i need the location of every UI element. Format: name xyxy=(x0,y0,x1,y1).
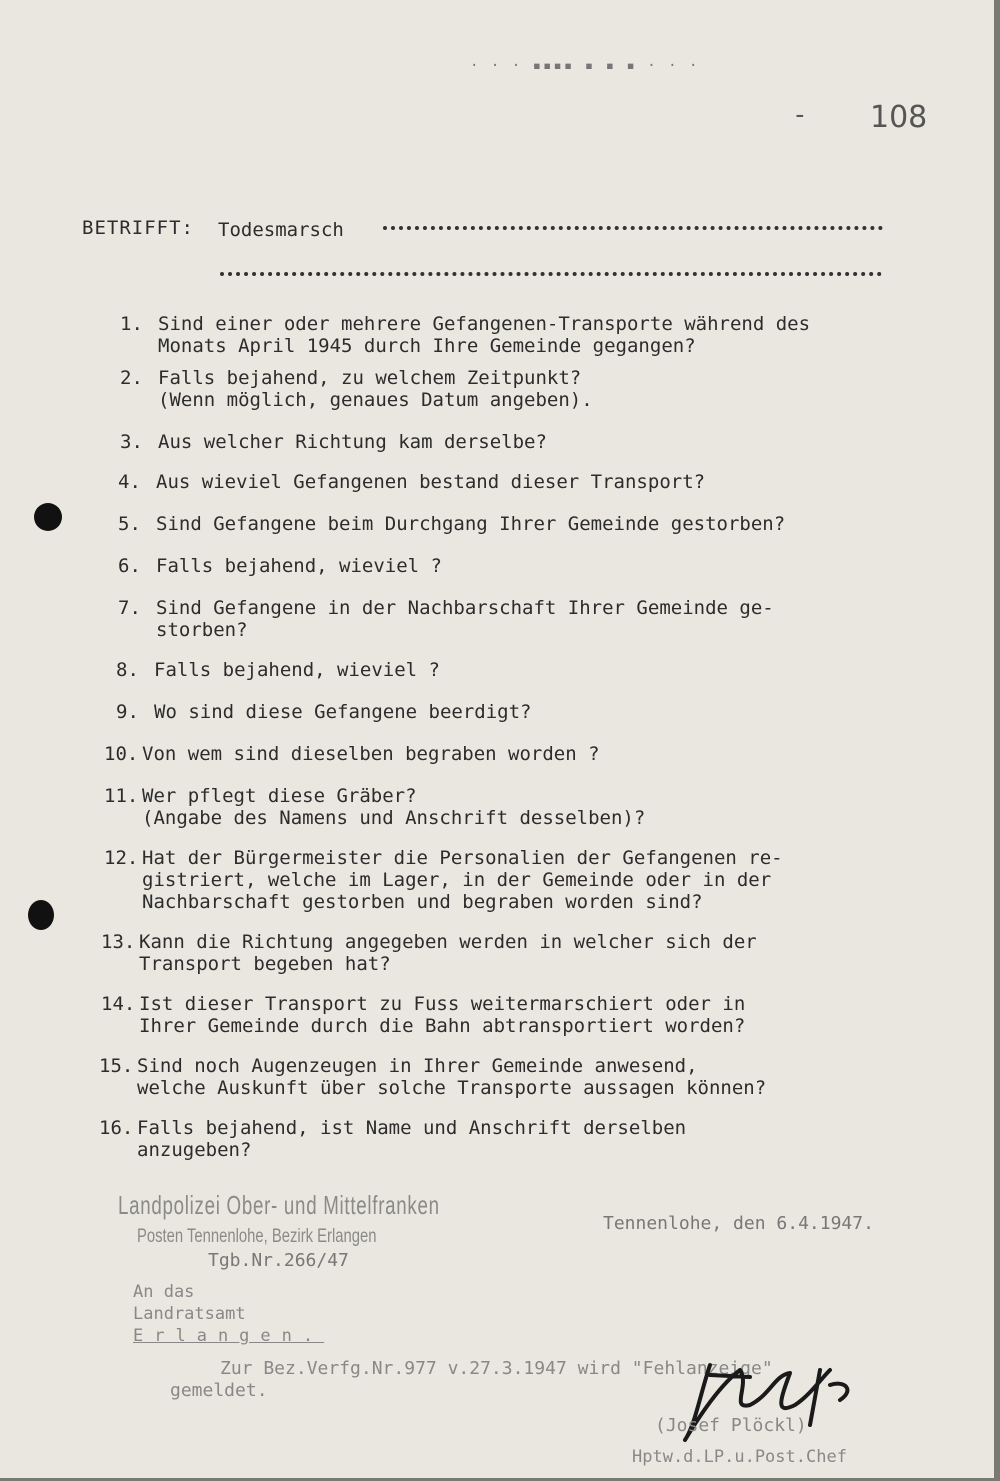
question-line: Hat der Bürgermeister die Personalien der Gefangenen re- xyxy=(142,847,783,869)
question-number: 4. xyxy=(118,471,141,493)
subject-label: BETRIFFT: xyxy=(82,217,194,239)
question-text xyxy=(156,597,774,641)
reference-line1: Zur Bez.Verfg.Nr.977 v.27.3.1947 wird "Fehlanzeige" xyxy=(220,1358,773,1379)
question-text xyxy=(139,993,745,1037)
addressee-line1: An das xyxy=(133,1282,195,1302)
reference-line2: gemeldet. xyxy=(170,1380,268,1401)
signer-title: Hptw.d.LP.u.Post.Chef xyxy=(632,1447,847,1467)
question-line: Von wem sind dieselben begraben worden ? xyxy=(142,743,600,765)
dotted-line-1 xyxy=(383,226,883,230)
question-text xyxy=(154,701,532,723)
top-smudge: · · · ▪▪▪▪ ▪ ▪ ▪ · · · xyxy=(470,58,700,74)
question-number: 9. xyxy=(116,701,139,723)
question-text xyxy=(158,313,810,357)
question-line: Aus wieviel Gefangenen bestand dieser Transport? xyxy=(156,471,706,493)
question-text xyxy=(142,785,645,829)
question-line: (Angabe des Namens und Anschrift desselben)? xyxy=(142,807,646,829)
question-line: Monats April 1945 durch Ihre Gemeinde gegangen? xyxy=(158,335,696,357)
question-number: 8. xyxy=(116,659,139,681)
question-line: Kann die Richtung angegeben werden in welcher sich der xyxy=(139,931,757,953)
question-line: Sind Gefangene beim Durchgang Ihrer Gemeinde gestorben? xyxy=(156,513,786,535)
question-line: (Wenn möglich, genaues Datum angeben). xyxy=(158,389,593,411)
addressee-line3: Erlangen. xyxy=(133,1326,325,1346)
question-line: Falls bejahend, wieviel ? xyxy=(154,659,440,681)
question-line: Transport begeben hat? xyxy=(139,953,391,975)
addressee-line2: Landratsamt xyxy=(133,1304,246,1324)
question-number: 16. xyxy=(99,1117,134,1139)
question-number: 7. xyxy=(118,597,141,619)
signer-name: (Josef Plöckl) xyxy=(655,1415,807,1436)
question-text xyxy=(142,847,783,913)
question-line: Sind einer oder mehrere Gefangenen-Transporte während des xyxy=(158,313,811,335)
question-text xyxy=(137,1055,766,1099)
question-line: Ist dieser Transport zu Fuss weitermarschiert oder in xyxy=(139,993,746,1015)
question-number: 12. xyxy=(104,847,139,869)
question-number: 15. xyxy=(99,1055,134,1077)
question-number: 11. xyxy=(104,785,139,807)
question-line: Ihrer Gemeinde durch die Bahn abtransportiert worden? xyxy=(139,1015,746,1037)
question-line: Falls bejahend, ist Name und Anschrift derselben xyxy=(137,1117,687,1139)
question-text xyxy=(156,471,705,493)
question-number: 6. xyxy=(118,555,141,577)
question-number: 2. xyxy=(120,367,143,389)
subject-value: Todesmarsch xyxy=(218,219,344,241)
question-line: welche Auskunft über solche Transporte aussagen können? xyxy=(137,1077,767,1099)
question-line: Sind noch Augenzeugen in Ihrer Gemeinde anwesend, xyxy=(137,1055,698,1077)
question-text xyxy=(158,431,547,453)
question-number: 14. xyxy=(101,993,136,1015)
question-line: Falls bejahend, wieviel ? xyxy=(156,555,442,577)
question-number: 13. xyxy=(101,931,136,953)
question-text xyxy=(156,555,442,577)
question-number: 10. xyxy=(104,743,139,765)
police-stamp-line2: Posten Tennenlohe, Bezirk Erlangen xyxy=(137,1226,377,1247)
dotted-line-2 xyxy=(220,272,882,276)
punch-hole-bottom xyxy=(28,900,54,930)
question-number: 5. xyxy=(118,513,141,535)
question-text xyxy=(137,1117,686,1161)
punch-hole-top xyxy=(34,503,62,531)
question-line: anzugeben? xyxy=(137,1139,252,1161)
question-number: 3. xyxy=(120,431,143,453)
question-text xyxy=(139,931,757,975)
question-number: 1. xyxy=(120,313,143,335)
question-line: Nachbarschaft gestorben und begraben worden sind? xyxy=(142,891,703,913)
question-text xyxy=(158,367,593,411)
question-line: storben? xyxy=(156,619,248,641)
police-stamp-line1: Landpolizei Ober- und Mittelfranken xyxy=(118,1190,440,1220)
question-line: Aus welcher Richtung kam derselbe? xyxy=(158,431,547,453)
page-number-dash: - xyxy=(792,100,808,130)
question-line: Sind Gefangene in der Nachbarschaft Ihrer Gemeinde ge- xyxy=(156,597,774,619)
question-line: Wo sind diese Gefangene beerdigt? xyxy=(154,701,532,723)
question-text xyxy=(156,513,785,535)
question-line: Wer pflegt diese Gräber? xyxy=(142,785,417,807)
journal-number: Tgb.Nr.266/47 xyxy=(208,1250,349,1271)
question-line: gistriert, welche im Lager, in der Gemeinde oder in der xyxy=(142,869,772,891)
question-text xyxy=(154,659,440,681)
question-line: Falls bejahend, zu welchem Zeitpunkt? xyxy=(158,367,582,389)
question-text xyxy=(142,743,600,765)
page-number: 108 xyxy=(870,100,928,135)
place-date: Tennenlohe, den 6.4.1947. xyxy=(603,1213,874,1234)
